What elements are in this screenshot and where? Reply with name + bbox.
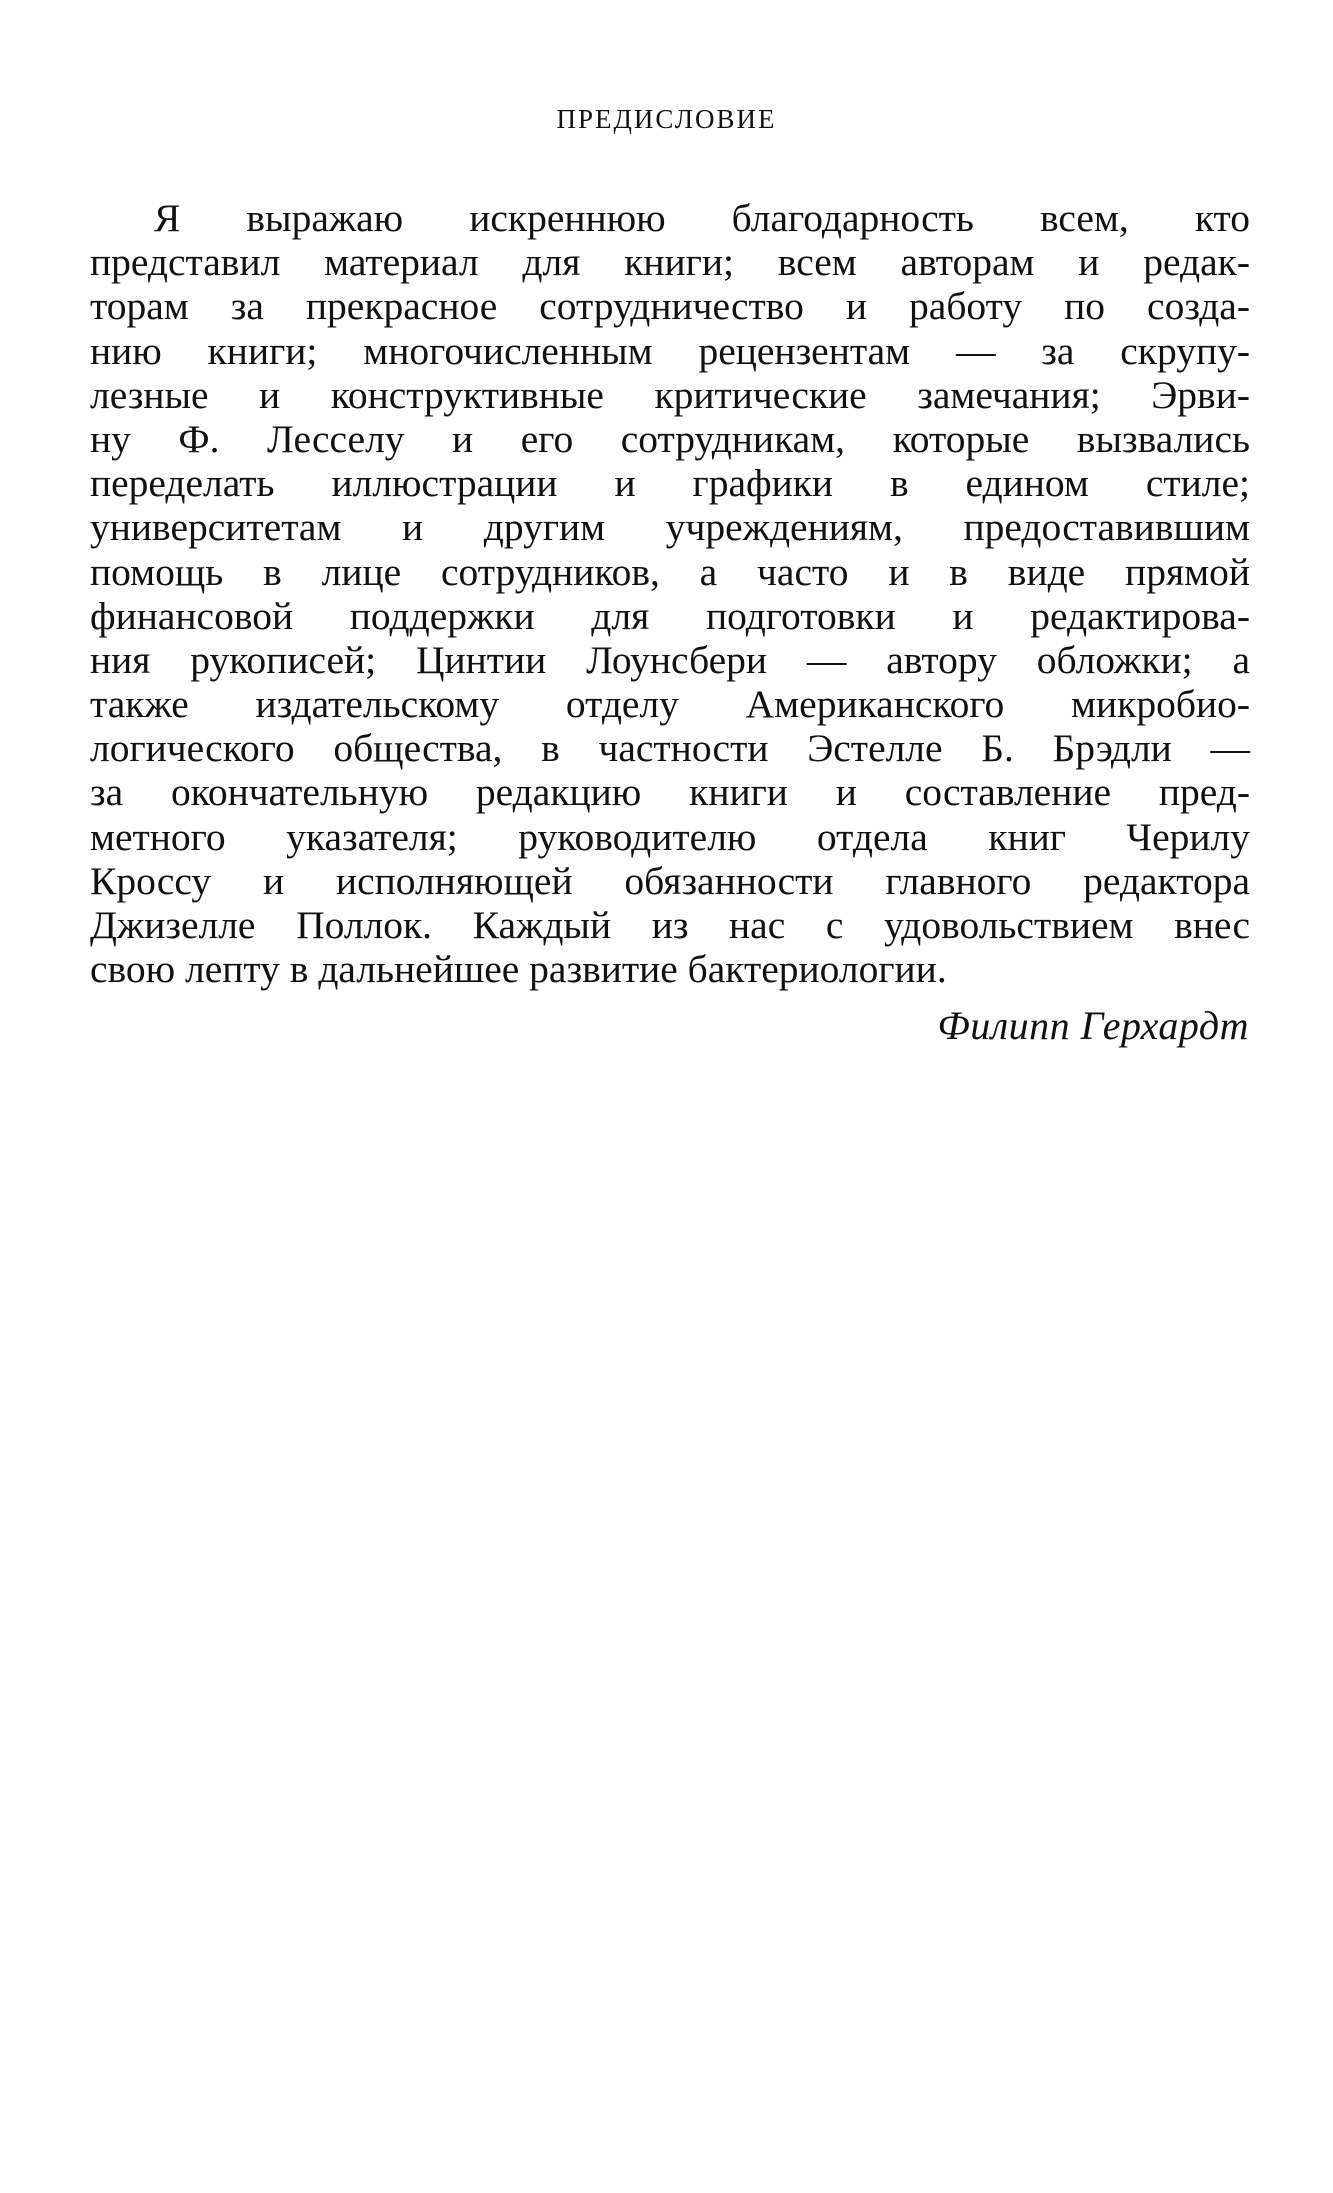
paragraph-line: ну Ф. Лесселу и его сотрудникам, которые вызвались (90, 416, 1250, 461)
paragraph-line: свою лепту в дальнейшее развитие бактериологии. (90, 947, 947, 992)
paragraph-line: ния рукописей; Цинтии Лоунсбери — автору обложки; а (90, 637, 1250, 682)
paragraph-line: помощь в лице сотрудников, а часто и в виде прямой (90, 549, 1250, 594)
paragraph-line: логического общества, в частности Эстелле Б. Брэдли — (90, 726, 1250, 771)
paragraph-line: нию книги; многочисленным рецензентам — за скрупу- (90, 328, 1250, 373)
paragraph-line: переделать иллюстрации и графики в едином стиле; (90, 461, 1250, 506)
paragraph-line: финансовой поддержки для подготовки и редактирова- (90, 593, 1250, 638)
paragraph-line: метного указателя; руководителю отдела книг Черилу (90, 814, 1250, 859)
author-signature: Филипп Герхардт (937, 1003, 1249, 1048)
paragraph-line: Кроссу и исполняющей обязанности главного редактора (90, 858, 1250, 903)
paragraph-line: за окончательную редакцию книги и составление пред- (90, 770, 1250, 815)
paragraph-line: Джизелле Поллок. Каждый из нас с удовольствием внес (90, 903, 1250, 947)
preface-paragraph (90, 196, 1250, 991)
running-head: ПРЕДИСЛОВИЕ (556, 104, 777, 134)
paragraph-line: представил материал для книги; всем авторам и редак- (90, 240, 1250, 285)
paragraph-line: университетам и другим учреждениям, предоставившим (90, 505, 1250, 550)
paragraph-line: Я выражаю искреннюю благодарность всем, кто (154, 196, 1250, 240)
paragraph-line: лезные и конструктивные критические замечания; Эрви- (90, 372, 1250, 417)
paragraph-line: торам за прекрасное сотрудничество и работу по созда- (90, 284, 1250, 329)
paragraph-line: также издательскому отделу Американского микробио- (90, 682, 1250, 727)
